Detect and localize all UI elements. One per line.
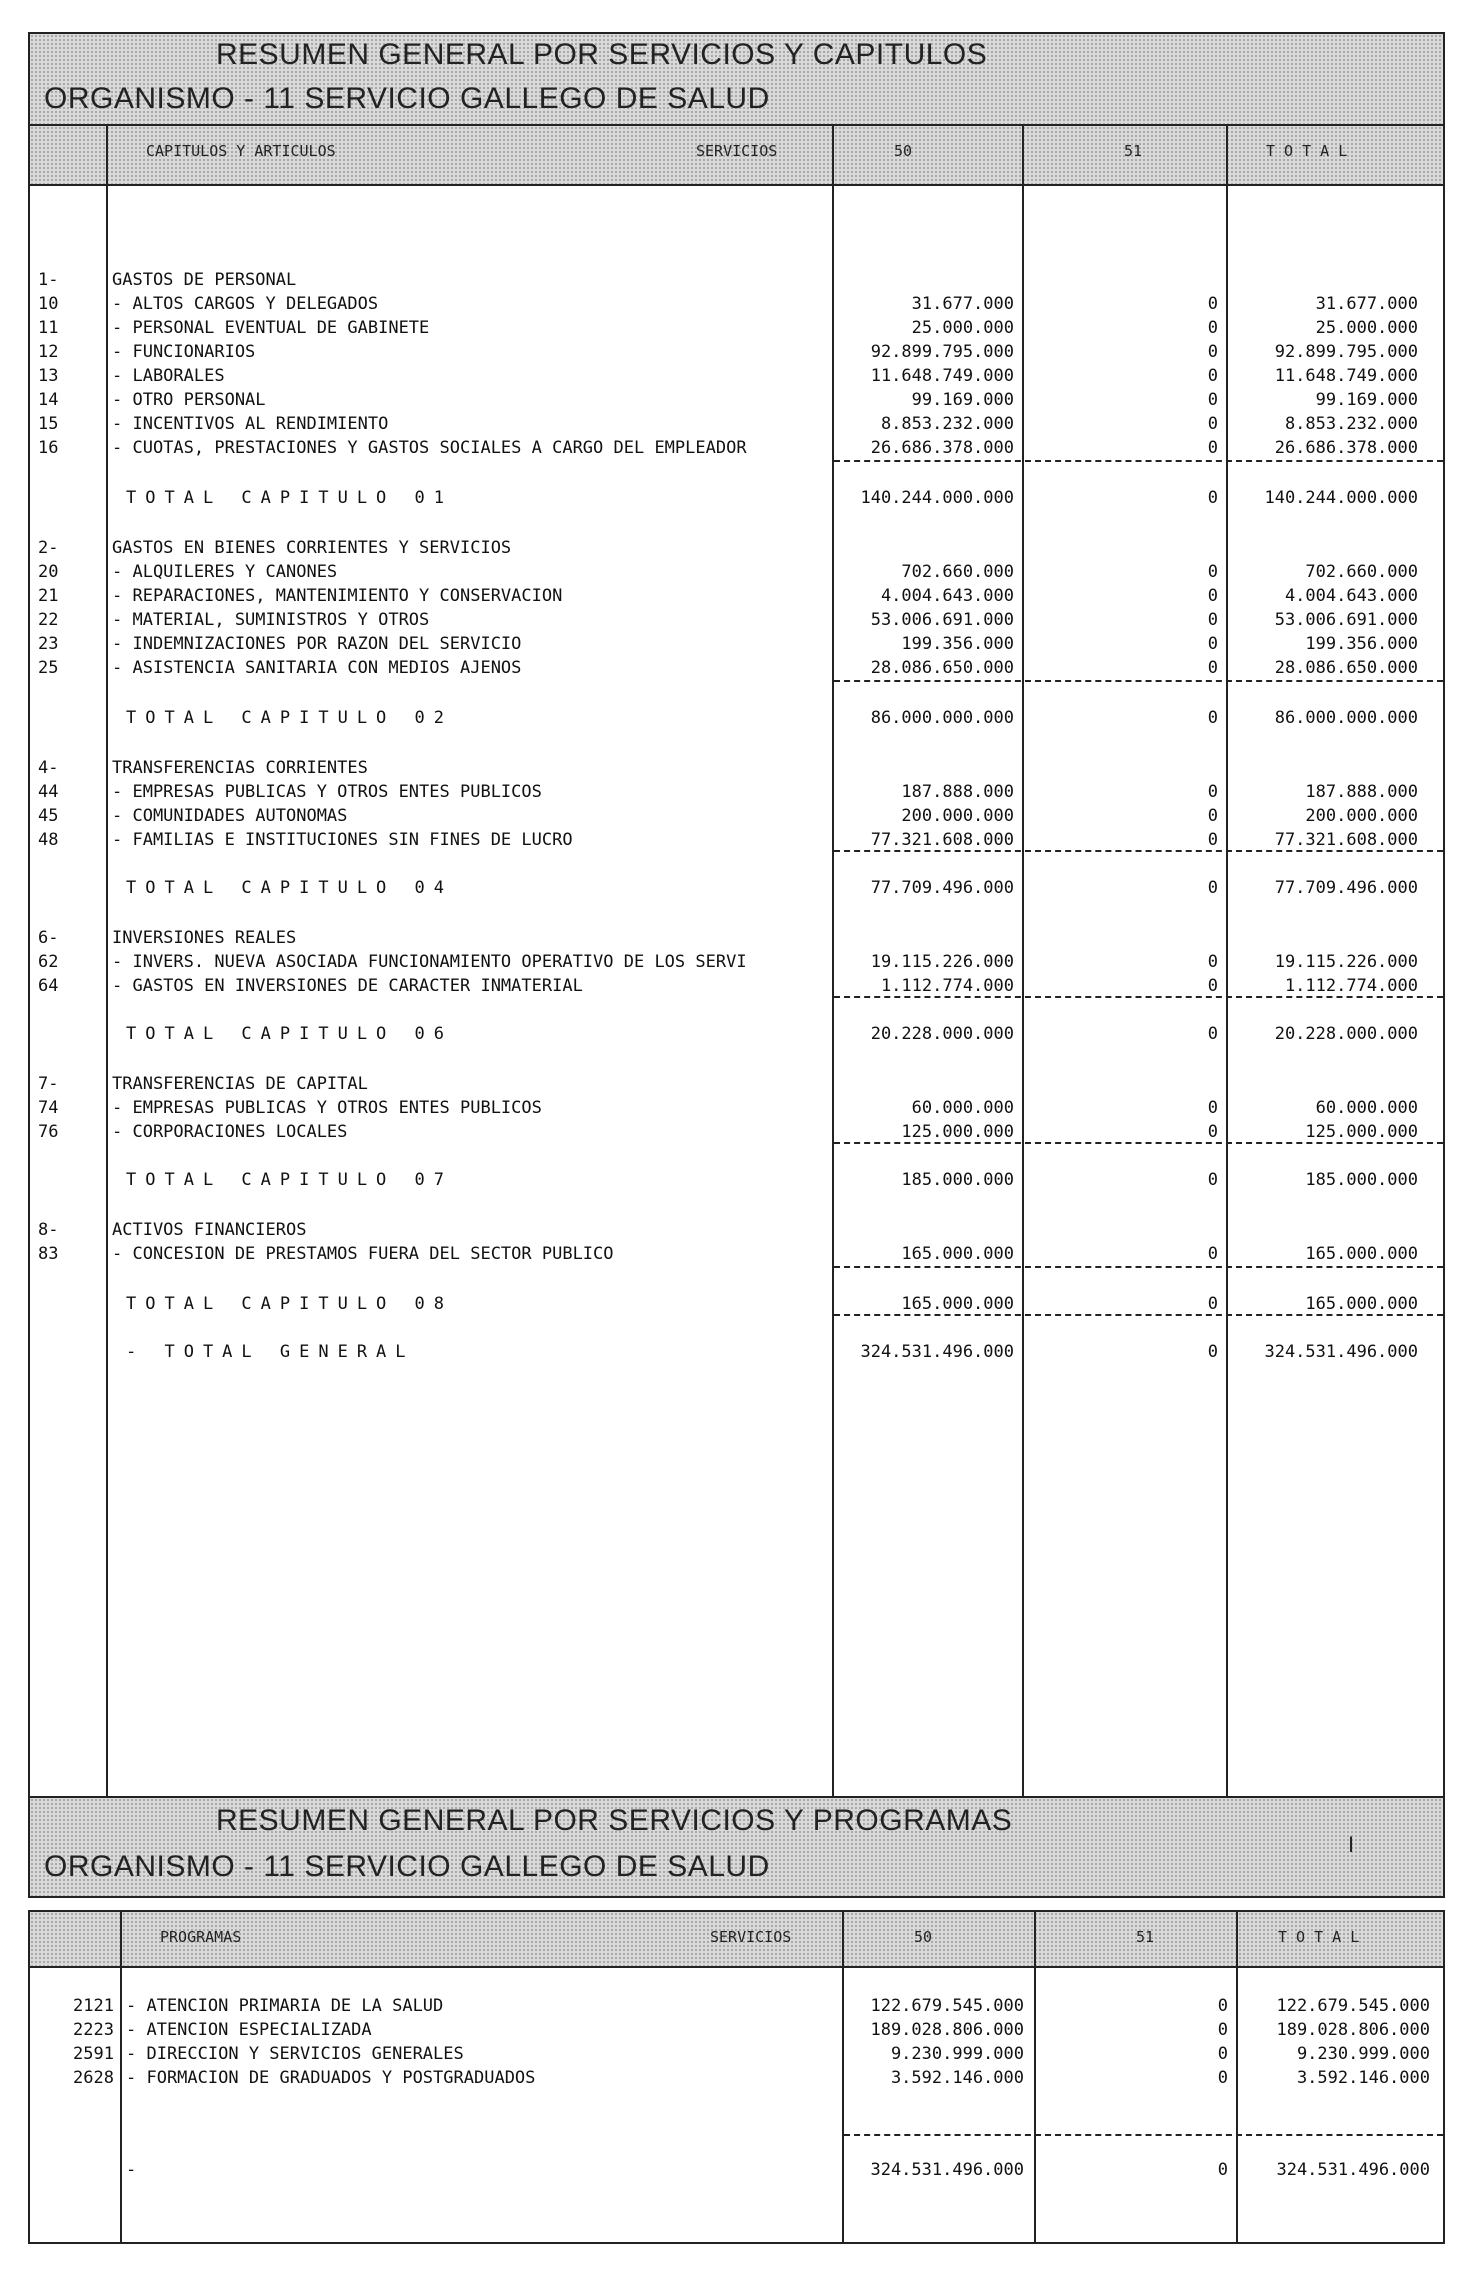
header-50: 50	[914, 1928, 933, 1946]
row-total: 324.531.496.000	[1264, 1342, 1418, 1362]
row-value-51: 0	[1207, 366, 1218, 386]
row-description: - OTRO PERSONAL	[112, 390, 266, 410]
header-51: 51	[1124, 142, 1143, 160]
row-description: - FORMACION DE GRADUADOS Y POSTGRADUADOS	[126, 2068, 536, 2088]
row-value-50: 187.888.000	[901, 782, 1014, 802]
row-value-50: 77.321.608.000	[870, 830, 1014, 850]
row-description: TOTAL CAPITULO 02	[126, 708, 453, 728]
total-separator	[834, 1314, 1443, 1316]
row-value-50: 77.709.496.000	[870, 878, 1014, 898]
programas-table	[28, 1910, 1445, 2244]
row-total: 200.000.000	[1305, 806, 1418, 826]
row-description: INVERSIONES REALES	[112, 928, 297, 948]
row-value-50: 20.228.000.000	[870, 1024, 1014, 1044]
row-code: 25	[38, 658, 59, 678]
row-value-51: 0	[1207, 1294, 1218, 1314]
row-total: 185.000.000	[1305, 1170, 1418, 1190]
row-description: TRANSFERENCIAS CORRIENTES	[112, 758, 368, 778]
row-value-50: 60.000.000	[911, 1098, 1014, 1118]
row-value-51: 0	[1207, 976, 1218, 996]
total-separator	[834, 996, 1443, 998]
row-value-51: 0	[1217, 2160, 1228, 2180]
row-code: 2591	[73, 2044, 114, 2064]
row-code: 14	[38, 390, 59, 410]
header-total: T O T A L	[1266, 142, 1348, 160]
row-value-51: 0	[1207, 952, 1218, 972]
row-description: - ASISTENCIA SANITARIA CON MEDIOS AJENOS	[112, 658, 522, 678]
row-total: 25.000.000	[1315, 318, 1418, 338]
row-description: GASTOS EN BIENES CORRIENTES Y SERVICIOS	[112, 538, 512, 558]
row-value-51: 0	[1207, 610, 1218, 630]
row-value-50: 200.000.000	[901, 806, 1014, 826]
row-value-50: 92.899.795.000	[870, 342, 1014, 362]
row-description: - COMUNIDADES AUTONOMAS	[112, 806, 348, 826]
row-value-51: 0	[1207, 438, 1218, 458]
row-description: - INVERS. NUEVA ASOCIADA FUNCIONAMIENTO OPERATIVO DE LOS SERVI	[112, 952, 747, 972]
total-row	[30, 484, 1443, 512]
row-value-50: 8.853.232.000	[880, 414, 1014, 434]
row-value-51: 0	[1207, 294, 1218, 314]
row-value-51: 0	[1207, 1244, 1218, 1264]
row-value-50: 53.006.691.000	[870, 610, 1014, 630]
row-total: 3.592.146.000	[1296, 2068, 1430, 2088]
row-code: 23	[38, 634, 59, 654]
row-value-50: 86.000.000.000	[870, 708, 1014, 728]
row-total: 8.853.232.000	[1284, 414, 1418, 434]
row-total: 60.000.000	[1315, 1098, 1418, 1118]
row-code: 21	[38, 586, 59, 606]
row-total: 199.356.000	[1305, 634, 1418, 654]
header-programas: PROGRAMAS	[160, 1928, 242, 1946]
table-row	[30, 434, 1443, 462]
row-total: 28.086.650.000	[1274, 658, 1418, 678]
section2-organismo: ORGANISMO - 11 SERVICIO GALLEGO DE SALUD	[44, 1850, 770, 1883]
header-servicios: SERVICIOS	[710, 1928, 792, 1946]
row-description: - ATENCION PRIMARIA DE LA SALUD	[126, 1996, 444, 2016]
row-value-50: 26.686.378.000	[870, 438, 1014, 458]
total-row	[30, 1166, 1443, 1194]
row-value-50: 324.531.496.000	[860, 1342, 1014, 1362]
row-description: ACTIVOS FINANCIEROS	[112, 1220, 307, 1240]
row-total: 31.677.000	[1315, 294, 1418, 314]
row-total: 140.244.000.000	[1264, 488, 1418, 508]
row-total: 189.028.806.000	[1276, 2020, 1430, 2040]
row-value-51: 0	[1217, 1996, 1228, 2016]
row-value-50: 4.004.643.000	[880, 586, 1014, 606]
section1-banner	[28, 32, 1445, 128]
row-description: - TOTAL GENERAL	[126, 1342, 415, 1362]
row-description: TOTAL CAPITULO 04	[126, 878, 453, 898]
row-value-51: 0	[1207, 1098, 1218, 1118]
row-code: 4-	[38, 758, 59, 778]
row-code: 74	[38, 1098, 59, 1118]
row-description: TOTAL CAPITULO 01	[126, 488, 453, 508]
total-row	[30, 2156, 1443, 2184]
row-description: - INDEMNIZACIONES POR RAZON DEL SERVICIO	[112, 634, 522, 654]
row-description: - REPARACIONES, MANTENIMIENTO Y CONSERVACION	[112, 586, 563, 606]
row-description: - ATENCION ESPECIALIZADA	[126, 2020, 372, 2040]
row-code: 7-	[38, 1074, 59, 1094]
row-total: 187.888.000	[1305, 782, 1418, 802]
row-code: 8-	[38, 1220, 59, 1240]
row-description: GASTOS DE PERSONAL	[112, 270, 297, 290]
row-code: 44	[38, 782, 59, 802]
row-value-50: 9.230.999.000	[890, 2044, 1024, 2064]
row-value-50: 140.244.000.000	[860, 488, 1014, 508]
row-description: - MATERIAL, SUMINISTROS Y OTROS	[112, 610, 430, 630]
row-value-50: 185.000.000	[901, 1170, 1014, 1190]
row-description: TOTAL CAPITULO 07	[126, 1170, 453, 1190]
header-capitulos: CAPITULOS Y ARTICULOS	[146, 142, 336, 160]
row-code: 1-	[38, 270, 59, 290]
total-separator	[834, 1266, 1443, 1268]
row-value-51: 0	[1207, 342, 1218, 362]
row-value-51: 0	[1217, 2020, 1228, 2040]
row-value-50: 122.679.545.000	[870, 1996, 1024, 2016]
section1-organismo: ORGANISMO - 11 SERVICIO GALLEGO DE SALUD	[44, 82, 770, 115]
row-value-51: 0	[1207, 1122, 1218, 1142]
row-code: 83	[38, 1244, 59, 1264]
row-total: 19.115.226.000	[1274, 952, 1418, 972]
row-value-51: 0	[1207, 878, 1218, 898]
row-code: 2121	[73, 1996, 114, 2016]
row-code: 16	[38, 438, 59, 458]
row-code: 15	[38, 414, 59, 434]
row-value-51: 0	[1217, 2068, 1228, 2088]
capitulos-table	[28, 124, 1445, 1800]
section2-banner	[28, 1796, 1445, 1898]
table-row	[30, 1240, 1443, 1268]
row-value-51: 0	[1207, 806, 1218, 826]
row-value-50: 3.592.146.000	[890, 2068, 1024, 2088]
total-separator	[834, 850, 1443, 852]
row-description: - ALTOS CARGOS Y DELEGADOS	[112, 294, 379, 314]
row-description: TOTAL CAPITULO 06	[126, 1024, 453, 1044]
row-value-50: 324.531.496.000	[870, 2160, 1024, 2180]
row-code: 12	[38, 342, 59, 362]
row-value-50: 31.677.000	[911, 294, 1014, 314]
row-total: 77.321.608.000	[1274, 830, 1418, 850]
row-value-51: 0	[1207, 1342, 1218, 1362]
total-separator	[834, 1142, 1443, 1144]
row-description: - LABORALES	[112, 366, 225, 386]
row-code: 45	[38, 806, 59, 826]
row-description: -	[126, 2160, 146, 2180]
row-description: - ALQUILERES Y CANONES	[112, 562, 338, 582]
row-code: 6-	[38, 928, 59, 948]
row-total: 702.660.000	[1305, 562, 1418, 582]
row-description: - DIRECCION Y SERVICIOS GENERALES	[126, 2044, 464, 2064]
row-value-50: 25.000.000	[911, 318, 1014, 338]
row-code: 20	[38, 562, 59, 582]
row-description: - FAMILIAS E INSTITUCIONES SIN FINES DE LUCRO	[112, 830, 573, 850]
row-total: 11.648.749.000	[1274, 366, 1418, 386]
row-value-50: 1.112.774.000	[880, 976, 1014, 996]
row-total: 99.169.000	[1315, 390, 1418, 410]
row-description: - PERSONAL EVENTUAL DE GABINETE	[112, 318, 430, 338]
programas-table-header	[30, 1912, 1443, 1968]
row-value-50: 702.660.000	[901, 562, 1014, 582]
section2-title: RESUMEN GENERAL POR SERVICIOS Y PROGRAMAS	[216, 1804, 1013, 1837]
header-total: T O T A L	[1278, 1928, 1360, 1946]
row-value-51: 0	[1207, 830, 1218, 850]
row-description: - INCENTIVOS AL RENDIMIENTO	[112, 414, 389, 434]
page-mark: I	[1348, 1832, 1355, 1857]
row-code: 22	[38, 610, 59, 630]
row-total: 53.006.691.000	[1274, 610, 1418, 630]
row-value-51: 0	[1207, 1024, 1218, 1044]
row-total: 20.228.000.000	[1274, 1024, 1418, 1044]
total-row	[30, 1338, 1443, 1366]
row-value-51: 0	[1207, 708, 1218, 728]
row-value-50: 165.000.000	[901, 1294, 1014, 1314]
row-value-51: 0	[1207, 782, 1218, 802]
row-code: 11	[38, 318, 59, 338]
row-description: TRANSFERENCIAS DE CAPITAL	[112, 1074, 368, 1094]
row-description: - EMPRESAS PUBLICAS Y OTROS ENTES PUBLICOS	[112, 1098, 542, 1118]
total-row	[30, 1020, 1443, 1048]
row-total: 324.531.496.000	[1276, 2160, 1430, 2180]
row-total: 1.112.774.000	[1284, 976, 1418, 996]
row-value-50: 165.000.000	[901, 1244, 1014, 1264]
row-total: 92.899.795.000	[1274, 342, 1418, 362]
row-value-51: 0	[1207, 1170, 1218, 1190]
total-separator	[844, 2134, 1443, 2136]
row-value-51: 0	[1207, 586, 1218, 606]
row-code: 64	[38, 976, 59, 996]
row-description: - FUNCIONARIOS	[112, 342, 256, 362]
row-value-50: 189.028.806.000	[870, 2020, 1024, 2040]
row-total: 125.000.000	[1305, 1122, 1418, 1142]
row-code: 48	[38, 830, 59, 850]
total-separator	[834, 460, 1443, 462]
total-row	[30, 704, 1443, 732]
row-code: 10	[38, 294, 59, 314]
row-value-50: 99.169.000	[911, 390, 1014, 410]
row-code: 13	[38, 366, 59, 386]
section1-title: RESUMEN GENERAL POR SERVICIOS Y CAPITULOS	[216, 38, 988, 71]
row-description: - CUOTAS, PRESTACIONES Y GASTOS SOCIALES A CARGO DEL EMPLEADOR	[112, 438, 747, 458]
row-total: 9.230.999.000	[1296, 2044, 1430, 2064]
row-value-51: 0	[1207, 318, 1218, 338]
row-code: 76	[38, 1122, 59, 1142]
row-value-51: 0	[1217, 2044, 1228, 2064]
header-servicios: SERVICIOS	[696, 142, 778, 160]
row-description: - EMPRESAS PUBLICAS Y OTROS ENTES PUBLICOS	[112, 782, 542, 802]
row-value-51: 0	[1207, 390, 1218, 410]
table-row	[30, 654, 1443, 682]
row-value-50: 125.000.000	[901, 1122, 1014, 1142]
row-code: 2223	[73, 2020, 114, 2040]
row-total: 165.000.000	[1305, 1294, 1418, 1314]
row-total: 165.000.000	[1305, 1244, 1418, 1264]
row-value-50: 11.648.749.000	[870, 366, 1014, 386]
row-value-51: 0	[1207, 658, 1218, 678]
row-total: 86.000.000.000	[1274, 708, 1418, 728]
capitulos-table-header	[30, 126, 1443, 186]
header-51: 51	[1136, 1928, 1155, 1946]
total-separator	[834, 680, 1443, 682]
header-50: 50	[894, 142, 913, 160]
row-total: 122.679.545.000	[1276, 1996, 1430, 2016]
row-description: - CORPORACIONES LOCALES	[112, 1122, 348, 1142]
row-description: - CONCESION DE PRESTAMOS FUERA DEL SECTOR PUBLICO	[112, 1244, 614, 1264]
row-code: 2628	[73, 2068, 114, 2088]
row-value-51: 0	[1207, 488, 1218, 508]
total-row	[30, 874, 1443, 902]
row-description: TOTAL CAPITULO 08	[126, 1294, 453, 1314]
table-row	[30, 2064, 1443, 2092]
row-total: 4.004.643.000	[1284, 586, 1418, 606]
row-value-51: 0	[1207, 634, 1218, 654]
row-value-50: 19.115.226.000	[870, 952, 1014, 972]
row-value-51: 0	[1207, 562, 1218, 582]
row-total: 26.686.378.000	[1274, 438, 1418, 458]
row-description: - GASTOS EN INVERSIONES DE CARACTER INMATERIAL	[112, 976, 583, 996]
row-value-50: 28.086.650.000	[870, 658, 1014, 678]
row-value-51: 0	[1207, 414, 1218, 434]
row-value-50: 199.356.000	[901, 634, 1014, 654]
row-code: 2-	[38, 538, 59, 558]
row-code: 62	[38, 952, 59, 972]
row-total: 77.709.496.000	[1274, 878, 1418, 898]
